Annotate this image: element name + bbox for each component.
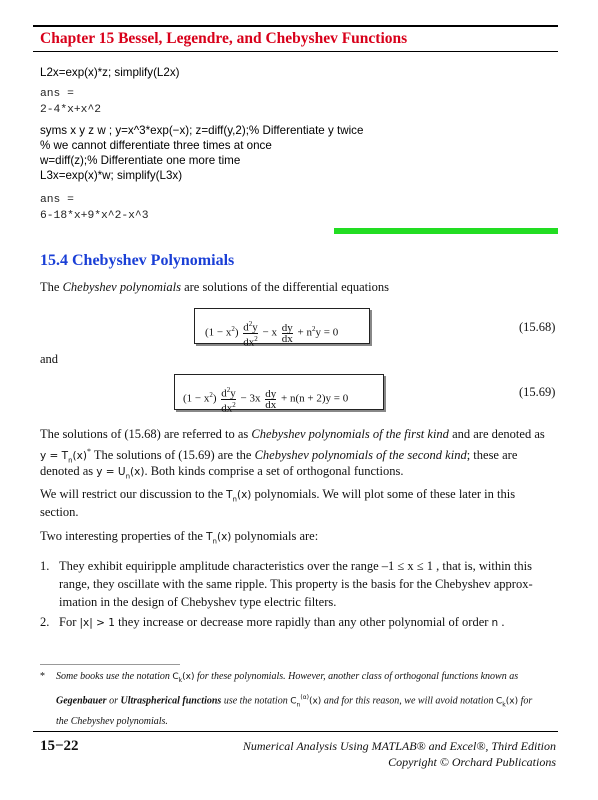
code-line: L3x=exp(x)*w; simplify(L3x) [40, 169, 183, 182]
ans-label: ans = [40, 194, 74, 206]
equation-box-15-69 [174, 374, 384, 415]
paragraph-restrict: We will restrict our discussion to the $T_n(x)$ polynomials. We will plot some of these later in this [40, 487, 516, 504]
paragraph-intro: The Chebyshev polynomials are solutions of the differential equations [40, 280, 389, 294]
code-comment: % we cannot differentiate three times at once [40, 139, 272, 152]
equation-box-15-68 [194, 308, 370, 349]
footnote-text: Some books use the notation $C_k(x)$ for these polynomials. However, another class of orthogonal functions known as Gegenbauer or Ultraspherical functions use the notation $C_n^{(\alpha)}(x)$ and for this reason, we will avoid notation $C_k(x)$ for the Chebyshev polynomials. [56, 671, 533, 728]
equation-number: (15.68) [519, 320, 556, 334]
footer-rule [33, 731, 558, 732]
ans-label: ans = [40, 88, 74, 100]
list-item-2: For |x| > 1 they increase or decrease more rapidly than any other polynomial of order n . [59, 615, 505, 629]
list-item-1: They exhibit equiripple amplitude characteristics over the range –1 ≤ x ≤ 1 , that is, within this range, they oscillate with the same ripple. This property is the basis for the Chebyshev approx- imation in the design of Chebyshev type electric filters. [59, 559, 533, 609]
section-title: 15.4 Chebyshev Polynomials [40, 252, 235, 269]
section-marker-bar [334, 228, 558, 234]
ans-value: 6-18*x+9*x^2-x^3 [40, 210, 149, 222]
paragraph-first-kind: The solutions of (15.68) are referred to as Chebyshev polynomials of the first kind and are denoted as [40, 427, 545, 441]
paragraph-properties: Two interesting properties of the $T_n(x)$ polynomials are: [40, 529, 319, 546]
ans-value: 2-4*x+x^2 [40, 104, 102, 116]
page-number: 15−22 [40, 738, 79, 754]
equation-number: (15.69) [519, 385, 556, 399]
book-title: Numerical Analysis Using MATLAB® and Excel®, Third Edition [242, 739, 556, 753]
code-line: L2x=exp(x)*z; simplify(L2x) [40, 66, 180, 79]
header-rule-bottom [33, 51, 558, 52]
equation-15-68: $(1 - x^2)$ $\frac{d^2y}{dx^2}$ − x $\frac{dy}{dx}$ + $n^2y = 0$ [205, 320, 339, 349]
footnote-rule [40, 664, 180, 665]
code-line: w=diff(z);% Differentiate one more time [40, 154, 241, 167]
paragraph-and: and [40, 352, 59, 366]
paragraph-section: section. [40, 505, 79, 519]
chapter-title: Chapter 15 Bessel, Legendre, and Chebyshev Functions [40, 30, 408, 47]
copyright: Copyright © Orchard Publications [388, 755, 556, 769]
list-number: 1. [40, 559, 50, 573]
paragraph-denoted: denoted as $y = U_n(x)$. Both kinds comprise a set of orthogonal functions. [40, 464, 404, 481]
code-line: syms x y z w ; y=x^3*exp(−x); z=diff(y,2);% Differentiate y twice [40, 124, 364, 137]
footnote-marker: * [40, 671, 45, 682]
header-rule-top [33, 25, 558, 27]
paragraph-second-kind: $y = T_n(x)^*$ The solutions of (15.69) are the Chebyshev polynomials of the second kind; these are [40, 447, 518, 465]
list-number: 2. [40, 615, 50, 629]
equation-15-69: $(1 - x^2)$ $\frac{d^2y}{dx^2}$ − 3x $\frac{dy}{dx}$ + n(n + 2)y = 0 [183, 386, 349, 415]
